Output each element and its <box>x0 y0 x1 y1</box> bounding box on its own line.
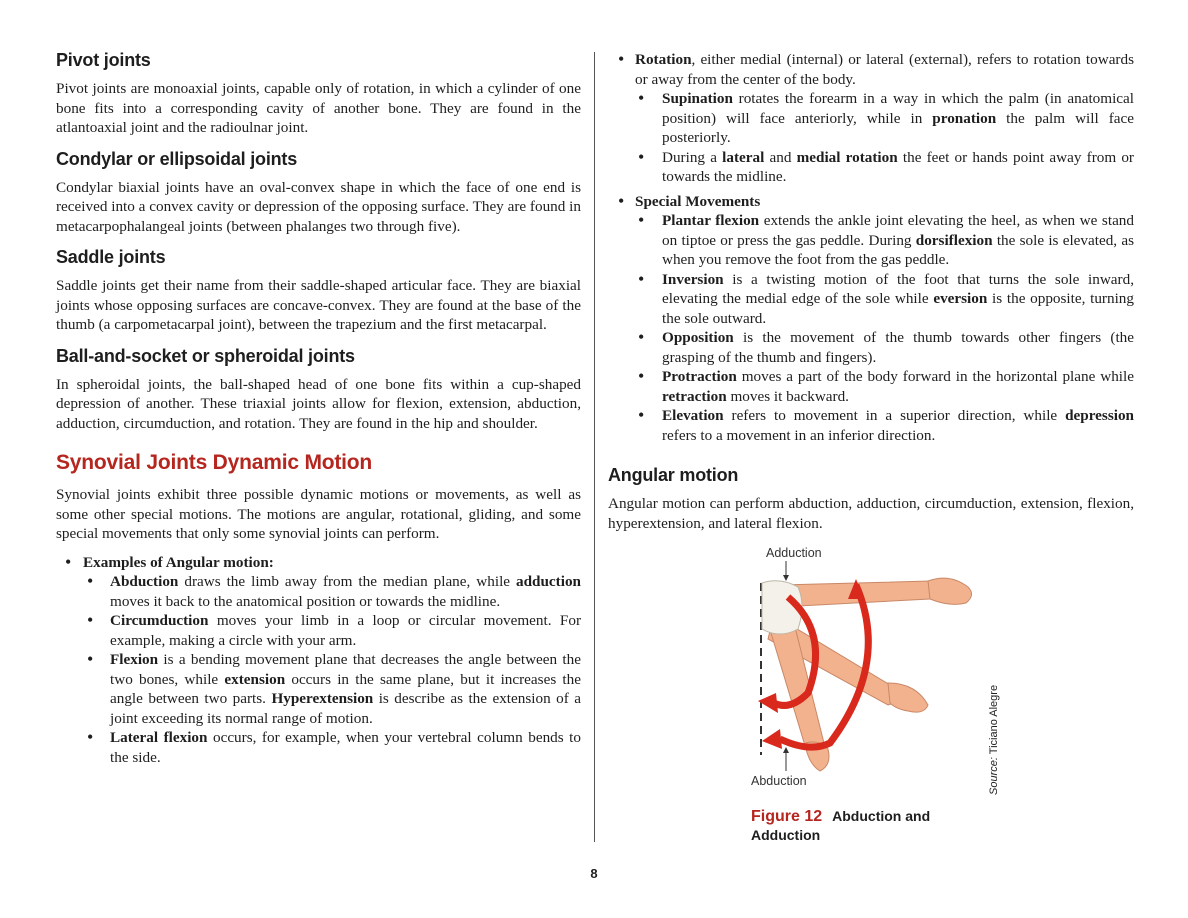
list-item: • Lateral flexion occurs, for example, when your vertebral column bends to the side. <box>56 728 581 767</box>
list-item: • Abduction draws the limb away from the median plane, while adduction moves it back to the anatomical position or towards the midline. <box>56 572 581 611</box>
list-item: • Plantar flexion extends the ankle joint elevating the heel, as when we stand on tiptoe or press the gas peddle. During dorsiflexion the sole is elevated, as when you remove the foot from the gas peddle. <box>608 211 1134 270</box>
figure-number: Figure 12 <box>751 808 823 825</box>
paragraph: Angular motion can perform abduction, adduction, circumduction, extension, flexion, hyperextension, and lateral flexion. <box>608 495 1134 532</box>
section-heading: Ball-and-socket or spheroidal joints <box>56 345 355 366</box>
left-column <box>56 50 581 767</box>
list-item: • Flexion is a bending movement plane that decreases the angle between the two bones, while extension occurs in the same plane, but it increases the angle between two parts. Hyperextension is describe as the extension of a joint exceeding its normal range of motion. <box>56 650 581 728</box>
list-item: • Rotation, either medial (internal) or lateral (external), refers to rotation towards or away from the center of the body. <box>608 50 1134 89</box>
dynamic-motion-section <box>56 451 581 544</box>
paragraph: Pivot joints are monoaxial joints, capable only of rotation, in which a cylinder of one bone fits into a corresponding cavity of another bone. They are found in the atlantoaxial joint and the radioulnar joint. <box>56 80 581 136</box>
angular-motion-section <box>608 465 1134 533</box>
list-item: • Inversion is a twisting motion of the foot that turns the sole inward, elevating the medial edge of the sole while eversion is the opposite, turning the sole outward. <box>608 270 1134 329</box>
hand <box>888 683 928 712</box>
pointer-arrowhead <box>783 575 789 581</box>
motion-arrowhead <box>762 729 782 749</box>
pointer-arrowhead <box>783 747 789 753</box>
abduction-adduction-figure <box>740 543 1000 848</box>
list-item: • Supination rotates the forearm in a way in which the palm (in anatomical position) will face anteriorly, while in pronation the palm will face posteriorly. <box>608 89 1134 148</box>
angular-motion-list <box>56 553 581 768</box>
section-heading: Pivot joints <box>56 50 151 70</box>
condylar-joints-section <box>56 149 581 237</box>
chapter-heading: Synovial Joints Dynamic Motion <box>56 451 373 474</box>
paragraph: Saddle joints get their name from their saddle-shaped articular face. They are biaxial joints whose opposing surfaces are concave-convex. They are found at the base of the thumb (a carpometacarpal joint), between the trapezium and the first metacarpal. <box>56 277 581 333</box>
right-column <box>608 50 1134 533</box>
section-heading: Saddle joints <box>56 247 166 267</box>
list-item: • Protraction moves a part of the body forward in the horizontal plane while retraction moves it backward. <box>608 367 1134 406</box>
image-source-credit: Source: Ticiano Alegre <box>988 684 1000 795</box>
abduction-label: Abduction <box>751 774 807 788</box>
figure-caption <box>751 807 981 844</box>
column-divider <box>594 52 595 842</box>
paragraph: In spheroidal joints, the ball-shaped head of one bone fits within a cup-shaped depression of another. These triaxial joints allow for flexion, extension, abduction, adduction, circumduction, and rotation. They are found in the hip and shoulder. <box>56 375 581 432</box>
paragraph: Synovial joints exhibit three possible dynamic motions or movements, as well as some other special motions. The motions are angular, rotational, gliding, and some special movements that only some synovial joints can perform. <box>56 486 581 542</box>
paragraph: Condylar biaxial joints have an oval-convex shape in which the face of one end is received into a convex cavity or depression of the opposing surface. They are found in metacarpophalangeal joints (between phalanges two through five). <box>56 178 581 235</box>
figure-title: Abduction and Adduction <box>751 808 931 843</box>
saddle-joints-section <box>56 247 581 335</box>
section-heading: Condylar or ellipsoidal joints <box>56 148 298 169</box>
list-item: • Elevation refers to movement in a superior direction, while depression refers to a movement in an inferior direction. <box>608 406 1134 445</box>
ball-socket-section <box>56 346 581 434</box>
pivot-joints-section <box>56 50 581 138</box>
list-item: • During a lateral and medial rotation the feet or hands point away from or towards the midline. <box>608 148 1134 187</box>
list-item: • Special Movements <box>608 192 1134 212</box>
page-number: 8 <box>590 866 598 881</box>
rotation-list <box>608 50 1134 445</box>
hand <box>928 578 972 604</box>
adduction-label: Adduction <box>766 546 822 560</box>
list-item: • Opposition is the movement of the thumb towards other fingers (the grasping of the thumb and fingers). <box>608 328 1134 367</box>
list-item: • Circumduction moves your limb in a loop or circular movement. For example, making a circle with your arm. <box>56 611 581 650</box>
arm-illustration <box>740 543 1000 793</box>
section-heading: Angular motion <box>608 465 739 485</box>
list-item: • Examples of Angular motion: <box>56 553 581 573</box>
